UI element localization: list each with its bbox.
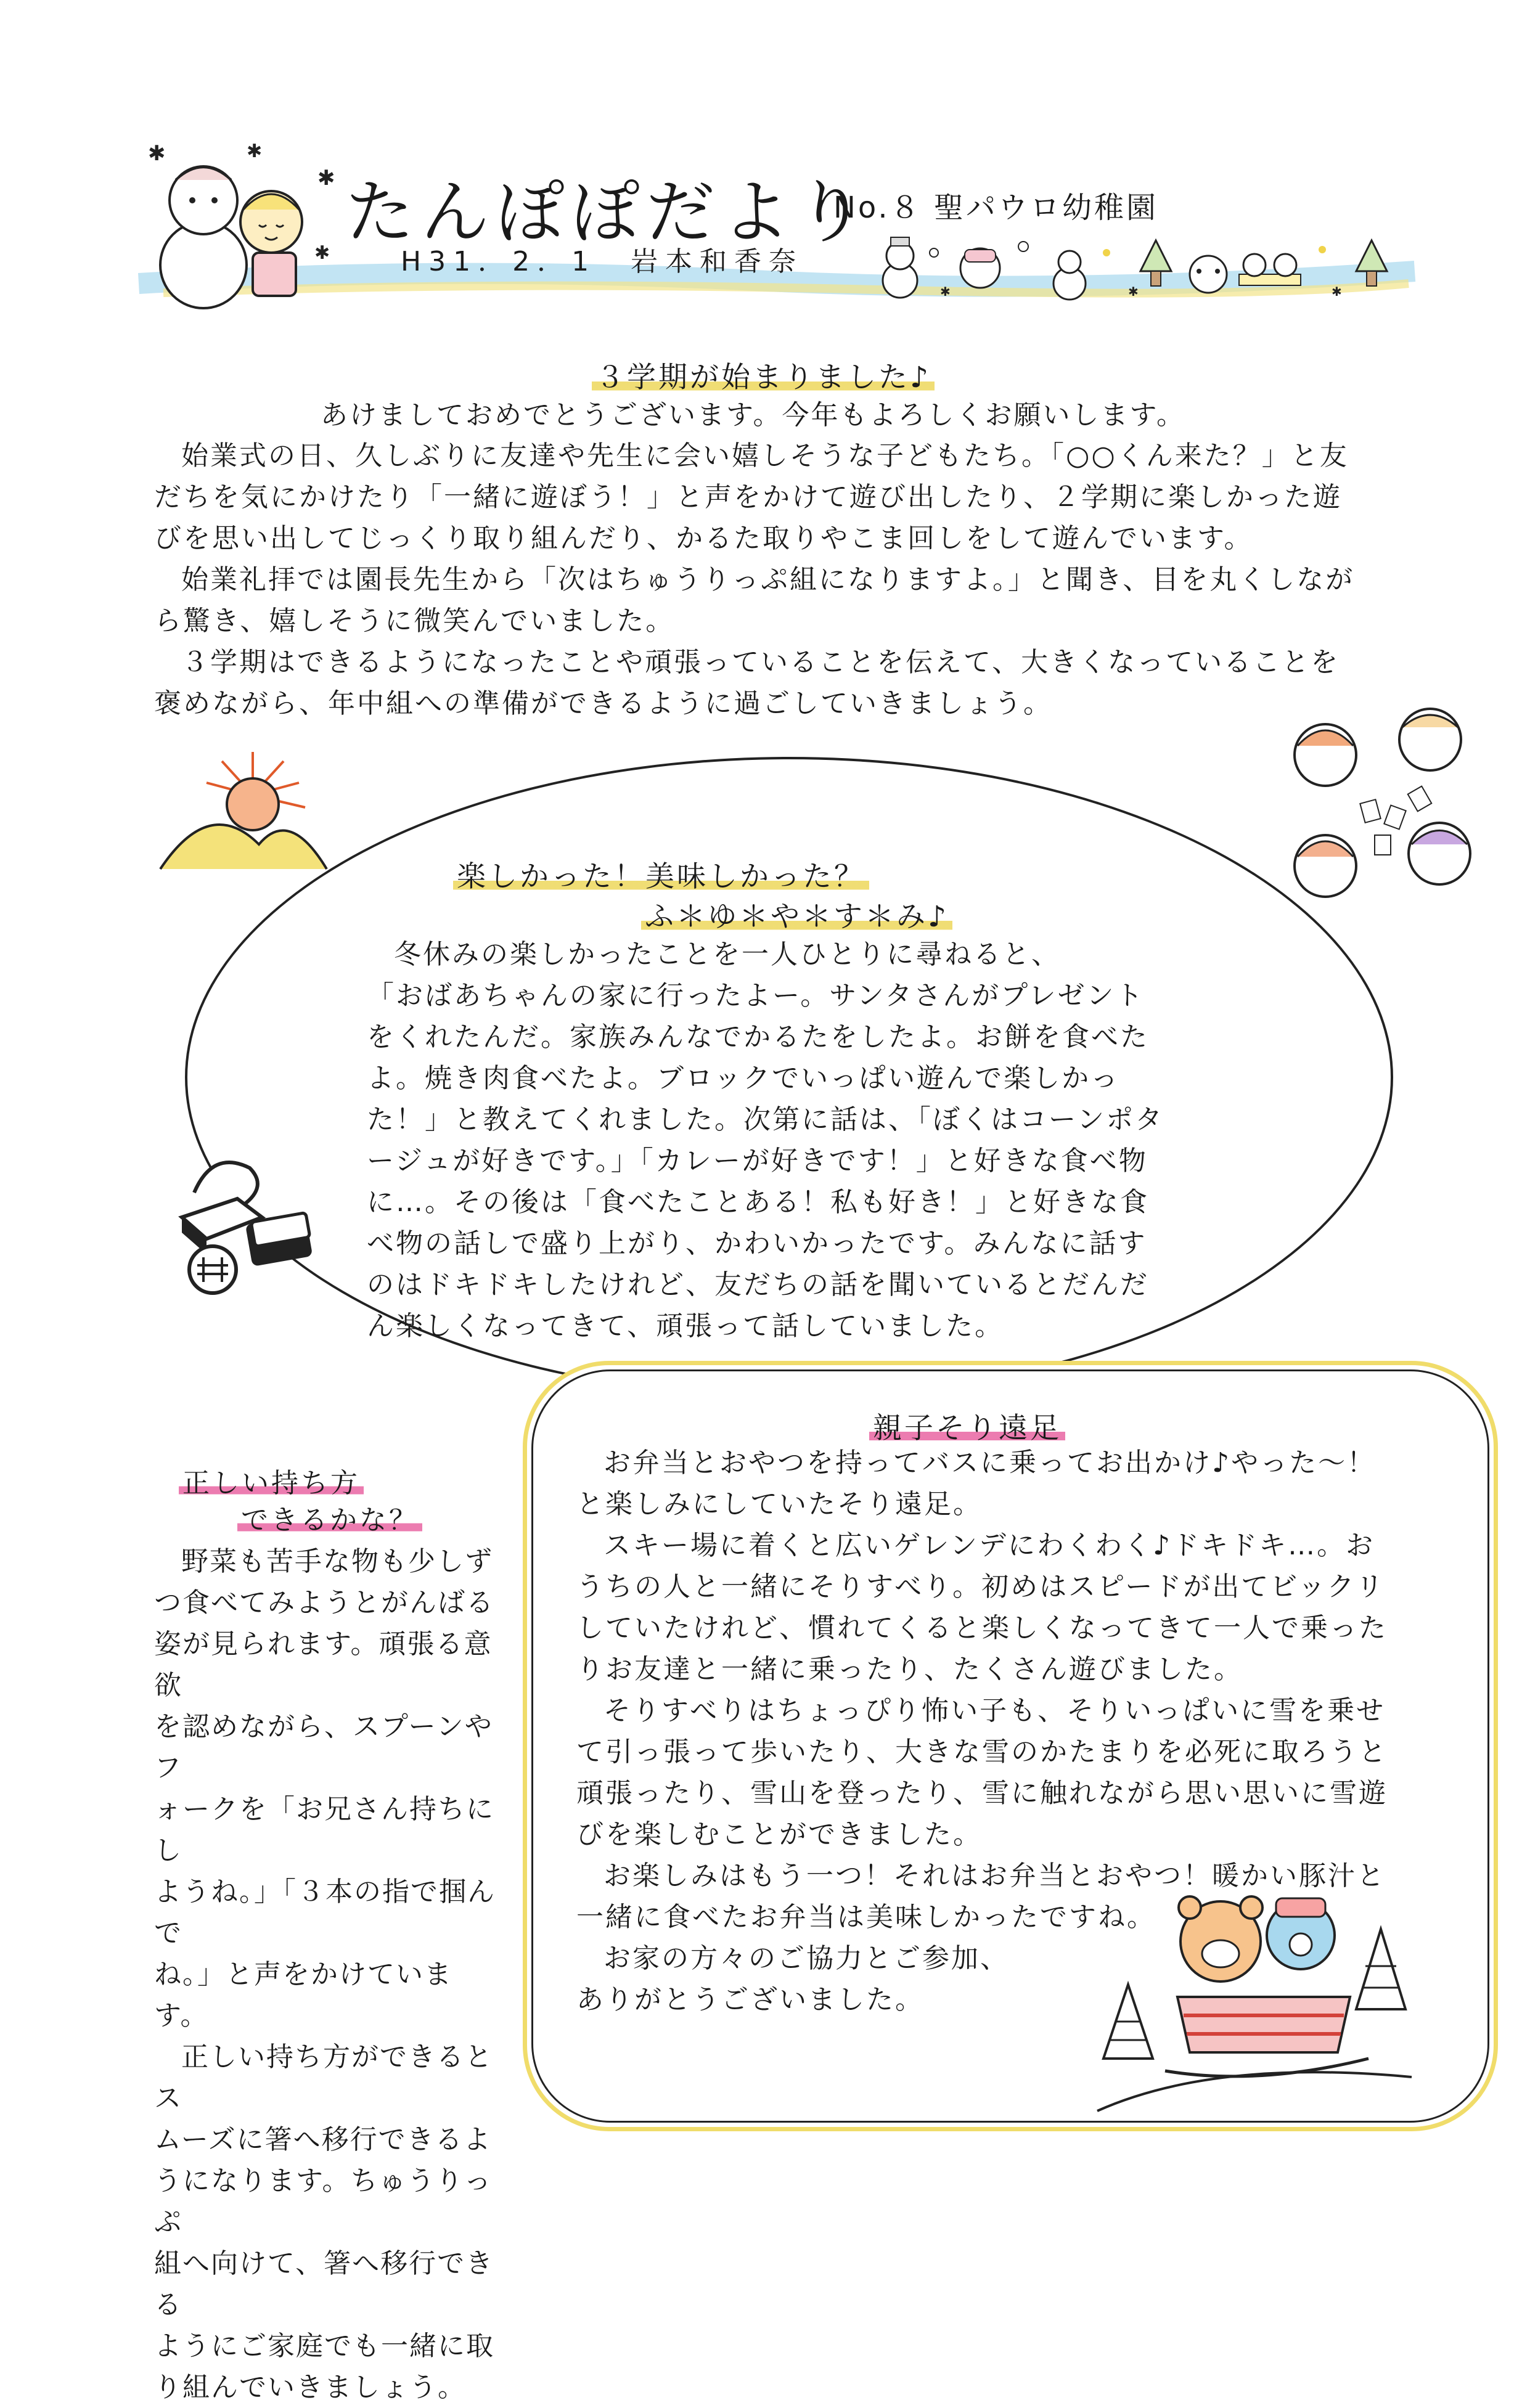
section4-line: りお友達と一緒に乗ったり、たくさん遊びました。 bbox=[576, 1654, 1243, 1685]
header-decoration-row bbox=[866, 228, 1409, 302]
section4-line: スキー場に着くと広いゲレンデにわくわく♪ドキドキ…。お bbox=[603, 1530, 1375, 1561]
svg-text:✱: ✱ bbox=[247, 141, 263, 162]
section2-line: ージュが好きです。」「カレーが好きです！」と好きな食べ物 bbox=[367, 1145, 1148, 1177]
section2-line: べ物の話しで盛り上がり、かわいかったです。みんなに話す bbox=[367, 1228, 1147, 1259]
newsletter-title: たんぽぽだより bbox=[345, 173, 872, 253]
snowman-girl-illustration bbox=[142, 142, 345, 308]
section3-line: ようにご家庭でも一緒に取 bbox=[154, 2330, 494, 2362]
mochi-illustration bbox=[176, 1149, 336, 1291]
section2-line: 「おばあちゃんの家に行ったよー。サンタさんがプレゼント bbox=[367, 980, 1145, 1011]
section1-line: 始業礼拝では園長先生から「次はちゅうりっぷ組になりますよ。」と聞き、目を丸くしなが bbox=[181, 564, 1355, 595]
section4-line: そりすべりはちょっぴり怖い子も、そりいっぱいに雪を乗せ bbox=[603, 1695, 1386, 1726]
section3-subtitle: できるかな？ bbox=[237, 1498, 422, 1537]
section2-body bbox=[367, 934, 1193, 1347]
section4-line: お楽しみはもう一つ！それはお弁当とおやつ！暖かい豚汁と bbox=[603, 1860, 1386, 1892]
svg-text:✱: ✱ bbox=[1128, 284, 1139, 299]
section4-line: ありがとうございました。 bbox=[576, 1984, 924, 2015]
section1-body bbox=[154, 435, 1393, 724]
svg-text:✱: ✱ bbox=[148, 141, 166, 166]
sled-bears-illustration bbox=[1091, 1874, 1424, 2120]
svg-text:✱: ✱ bbox=[1332, 284, 1342, 299]
section4-line: びを楽しむことができました。 bbox=[576, 1819, 982, 1850]
svg-text:✱: ✱ bbox=[314, 242, 330, 264]
section3-title: 正しい持ち方 bbox=[179, 1461, 364, 1500]
section3-line: ね。」と声をかけています。 bbox=[154, 1959, 452, 2031]
section4-title: 親子そり遠足 bbox=[869, 1405, 1065, 1447]
section2-line: 冬休みの楽しかったことを一人ひとりに尋ねると、 bbox=[394, 939, 1060, 970]
section2-subtitle: ふ＊ゆ＊や＊す＊み♪ bbox=[641, 894, 952, 935]
section3-line: ォークを「お兄さん持ちにし bbox=[154, 1794, 494, 1866]
issue-and-school: No.８ 聖パウロ幼稚園 bbox=[833, 190, 1158, 225]
sun-hill-illustration bbox=[154, 746, 333, 881]
section2-line: ん楽しくなってきて、頑張って話していました。 bbox=[367, 1310, 1004, 1342]
section1-line: だちを気にかけたり「一緒に遊ぼう！」と声をかけて遊び出したり、２学期に楽しかった遊 bbox=[154, 481, 1342, 513]
section3-line: つ食べてみようとがんばる bbox=[154, 1587, 494, 1618]
section4-line: 一緒に食べたお弁当は美味しかったですね。 bbox=[576, 1901, 1156, 1933]
section3-line: 正しい持ち方ができるとス bbox=[154, 2041, 493, 2114]
section1-title: ３学期が始まりました♪ bbox=[592, 354, 935, 396]
section3-line: 組へ向けて、箸へ移行できる bbox=[154, 2248, 494, 2320]
section3-line: うになります。ちゅうりっぷ bbox=[154, 2165, 493, 2238]
section4-line: お家の方々のご協力とご参加、 bbox=[603, 1943, 1009, 1974]
section4-line: うちの人と一緒にそりすべり。初めはスピードが出てビックリ bbox=[576, 1571, 1385, 1602]
section2-line: に…。その後は「食べたことある！私も好き！」と好きな食 bbox=[367, 1186, 1149, 1218]
section3-line: ようね。」「３本の指で掴んで bbox=[154, 1876, 496, 1949]
children-karuta-illustration bbox=[1270, 696, 1504, 918]
section1-line: 始業式の日、久しぶりに友達や先生に会い嬉しそうな子どもたち。「○○くん来た？」と友 bbox=[181, 440, 1349, 471]
section4-line: て引っ張って歩いたり、大きな雪のかたまりを必死に取ろうと bbox=[576, 1736, 1388, 1768]
section3-body bbox=[154, 1541, 499, 2408]
section1-line: びを思い出してじっくり取り組んだり、かるた取りやこま回しをして遊んでいます。 bbox=[154, 523, 1253, 554]
section2-line: のはドキドキしたけれど、友だちの話を聞いているとだんだ bbox=[367, 1269, 1149, 1300]
section1-line: ら驚き、嬉しそうに微笑んでいました。 bbox=[154, 605, 675, 637]
section2-title: 楽しかった！美味しかった？ bbox=[453, 854, 869, 895]
section1-line: ３学期はできるようになったことや頑張っていることを伝えて、大きくなっていることを bbox=[181, 647, 1340, 678]
section4-line: していたけれど、慣れてくると楽しくなってきて一人で乗った bbox=[576, 1612, 1388, 1644]
section2-line: をくれたんだ。家族みんなでかるたをしたよ。お餅を食べた bbox=[367, 1021, 1149, 1053]
section4-line: お弁当とおやつを持ってバスに乗ってお出かけ♪やった～！ bbox=[603, 1447, 1377, 1479]
section4-line: と楽しみにしていたそり遠足。 bbox=[576, 1488, 982, 1520]
section3-line: 姿が見られます。頑張る意欲 bbox=[154, 1628, 493, 1701]
section3-line: ムーズに箸へ移行できるよ bbox=[154, 2124, 492, 2155]
svg-text:✱: ✱ bbox=[940, 284, 951, 299]
section3-line: を認めながら、スプーンやフ bbox=[154, 1711, 493, 1784]
section1-greeting: あけましておめでとうございます。今年もよろしくお願いします。 bbox=[321, 399, 1185, 431]
section4-line: 頑張ったり、雪山を登ったり、雪に触れながら思い思いに雪遊 bbox=[576, 1777, 1388, 1809]
section3-line: り組んでいきましょう。 bbox=[154, 2372, 466, 2403]
svg-text:✱: ✱ bbox=[317, 166, 335, 190]
section2-line: た！」と教えてくれました。次第に話は、「ぼくはコーンポタ bbox=[367, 1104, 1164, 1135]
section3-line: 野菜も苦手な物も少しず bbox=[181, 1546, 493, 1577]
date-and-author: H31．2．1 岩本和香奈 bbox=[401, 246, 804, 277]
section2-line: よ。焼き肉食べたよ。ブロックでいっぱい遊んで楽しかっ bbox=[367, 1063, 1120, 1094]
section1-line: 褒めながら、年中組への準備ができるように過ごしていきましょう。 bbox=[154, 688, 1052, 719]
